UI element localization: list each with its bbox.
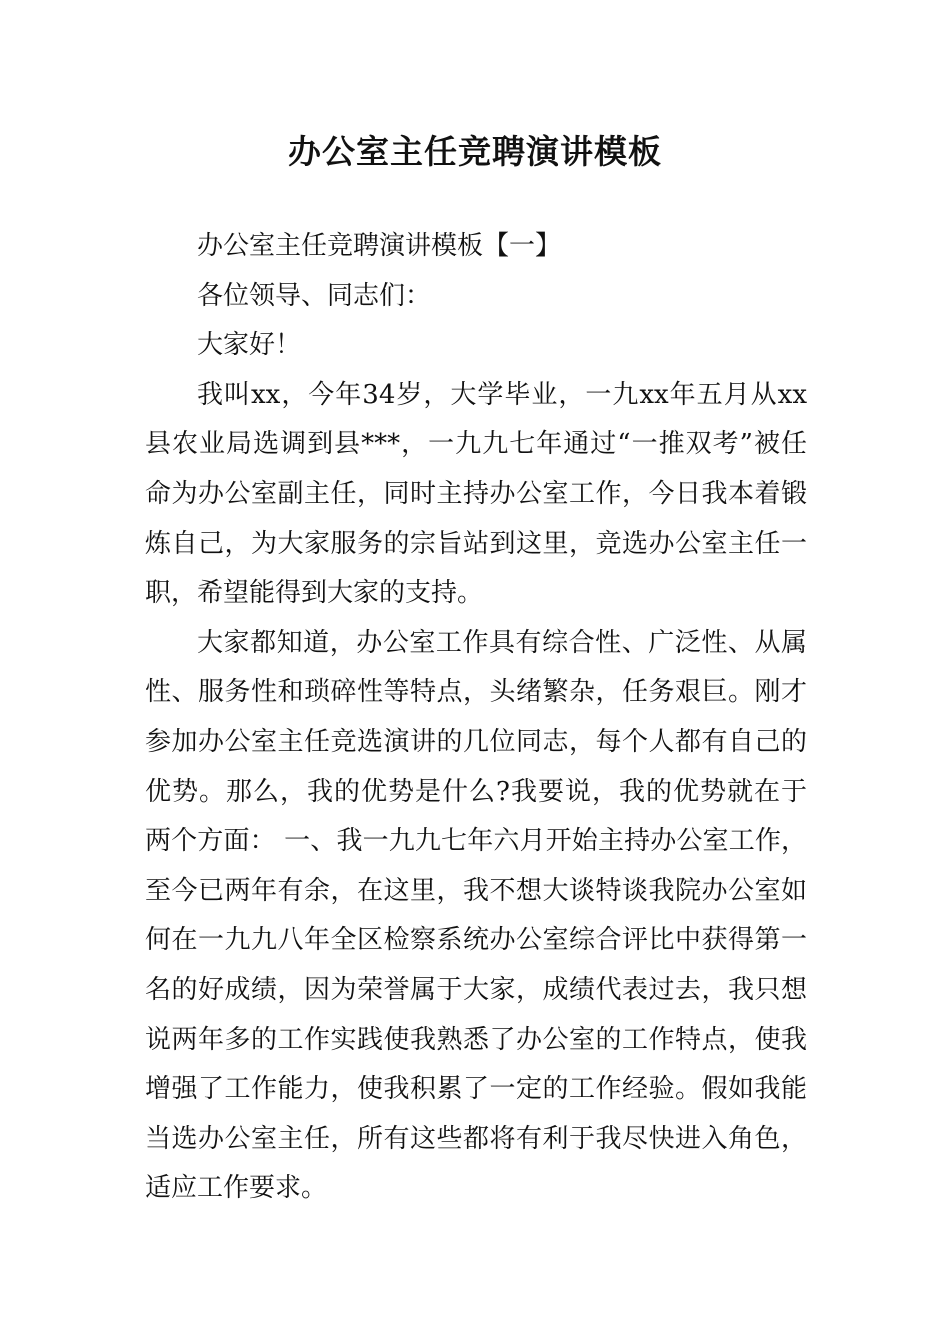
paragraph-advantages: 大家都知道，办公室工作具有综合性、广泛性、从属性、服务性和琐碎性等特点，头绪繁杂，任务艰巨。刚才参加办公室主任竞选演讲的几位同志，每个人都有自己的优势。那么，我的优势是什么?我要说，我的优势就在于两个方面： 一、我一九九七年六月开始主持办公室工作，至今已两年有余，在这里，我不想大谈特谈我院办公室如何在一九九八年全区检察系统办公室综合评比中获得第一名的好成绩，因为荣誉属于大家，成绩代表过去，我只想说两年多的工作实践使我熟悉了办公室的工作特点，使我增强了工作能力，使我积累了一定的工作经验。假如我能当选办公室主任，所有这些都将有利于我尽快进入角色，适应工作要求。 <box>145 627 807 1204</box>
section-heading: 办公室主任竞聘演讲模板【一】 <box>197 231 562 261</box>
document-body <box>145 222 807 1214</box>
paragraph-introduction: 我叫xx，今年34岁，大学毕业，一九xx年五月从xx县农业局选调到县***，一九九七年通过“一推双考”被任命为办公室副主任，同时主持办公室工作，今日我本着锻炼自己，为大家服务的宗旨站到这里，竞选办公室主任一职，希望能得到大家的支持。 <box>145 379 807 609</box>
document-title: 办公室主任竞聘演讲模板 <box>288 132 662 171</box>
greeting: 大家好！ <box>197 330 302 361</box>
salutation: 各位领导、同志们： <box>197 280 432 311</box>
